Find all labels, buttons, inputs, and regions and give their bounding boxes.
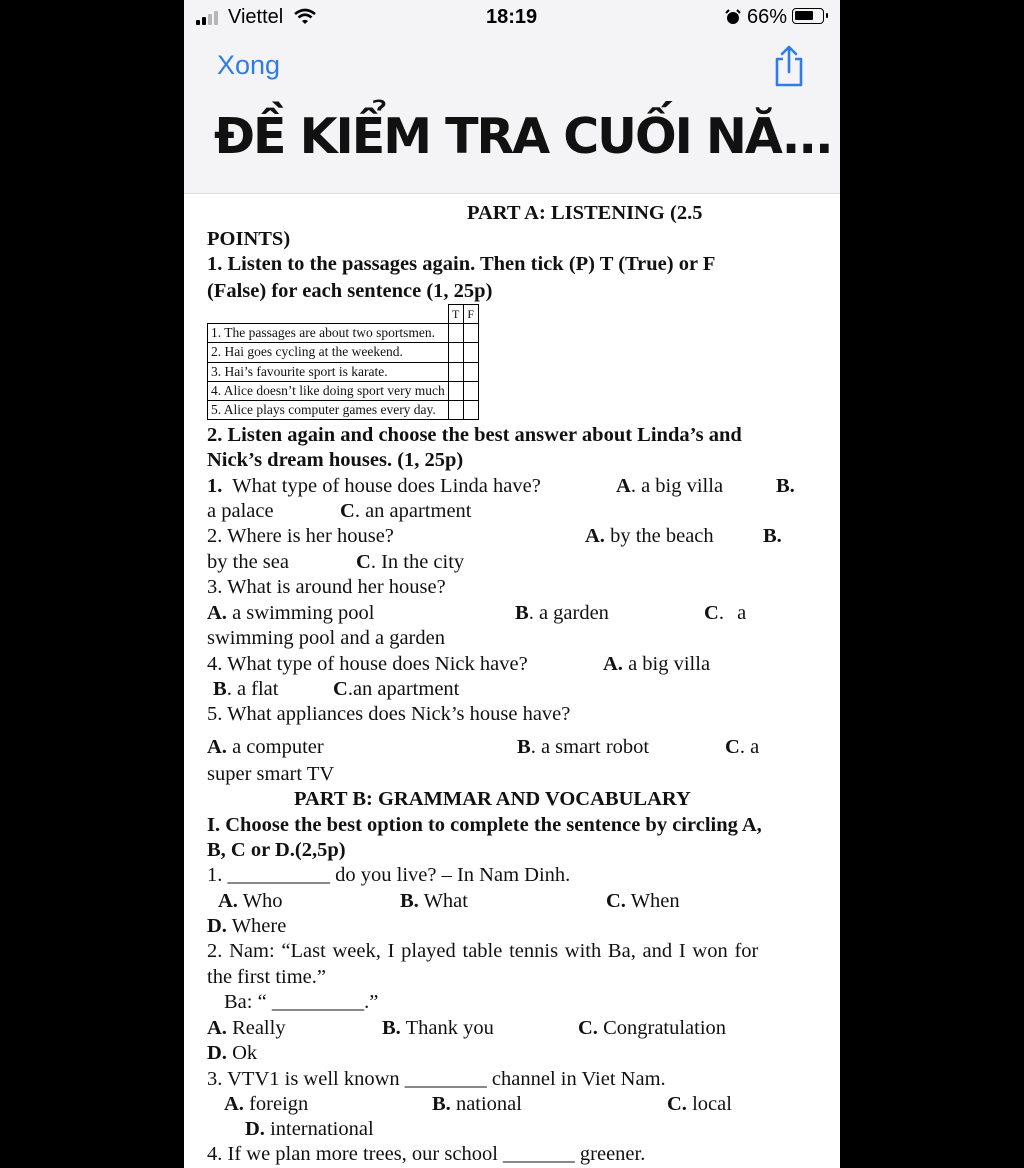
phone-screen: [184, 0, 840, 1168]
table-row: [208, 343, 479, 362]
option-c: C. Congratulation: [578, 1017, 727, 1039]
question-5: 5. What appliances does Nick’s house have?: [207, 703, 571, 725]
grammar-question-2: 2. Nam: “Last week, I played table tennis with Ba, and I won for: [207, 940, 759, 962]
section-1-instruction-cont: (False) for each sentence (1, 25p): [207, 280, 493, 302]
table-row: [208, 324, 479, 343]
part-b-instruction: I. Choose the best option to complete the sentence by circling A,: [207, 814, 762, 836]
section-2-instruction-cont: Nick’s dream houses. (1, 25p): [207, 449, 464, 471]
part-b-instruction-cont: B, C or D.(2,5p): [207, 839, 346, 861]
table-row: [208, 400, 479, 419]
carrier-label: Viettel: [228, 6, 284, 28]
section-1-instruction: 1. Listen to the passages again. Then tick (P) T (True) or F: [207, 253, 716, 275]
grammar-question-2-reply: Ba: “ _________.”: [224, 991, 379, 1013]
option-b-label: B.: [776, 475, 795, 497]
option-c-cont: super smart TV: [207, 763, 335, 785]
question-number: 1.: [207, 475, 223, 497]
battery-percent: 66%: [747, 6, 788, 28]
column-t: T: [448, 305, 463, 324]
option-b: B. What: [400, 890, 468, 912]
question-1: [207, 473, 541, 499]
option-c: C. a: [704, 602, 747, 624]
option-b: B. national: [432, 1093, 522, 1115]
true-false-table: [207, 304, 479, 420]
done-button[interactable]: Xong: [217, 50, 281, 80]
option-b-text: a palace: [207, 500, 274, 522]
battery-icon: [792, 8, 824, 24]
option-d: D. Where: [207, 915, 287, 937]
option-d: D. international: [245, 1118, 374, 1140]
option-a: A. a swimming pool: [207, 602, 375, 624]
column-f: F: [463, 305, 478, 324]
option-a: A. a computer: [207, 736, 324, 758]
grammar-question-2-cont: the first time.”: [207, 966, 326, 988]
document-content: [184, 194, 840, 1168]
option-d: D. Ok: [207, 1042, 258, 1064]
part-a-heading: PART A: LISTENING (2.5: [467, 202, 703, 224]
option-a: A. a big villa: [616, 475, 724, 497]
statement: 4. Alice doesn’t like doing sport very much: [208, 381, 449, 400]
table-row: [208, 362, 479, 381]
option-a: A. foreign: [224, 1093, 309, 1115]
part-b-heading: PART B: GRAMMAR AND VOCABULARY: [294, 788, 691, 810]
clock: 18:19: [486, 6, 538, 28]
option-c: C. local: [667, 1093, 732, 1115]
option-c-cont: swimming pool and a garden: [207, 627, 445, 649]
grammar-question-3: 3. VTV1 is well known ________ channel in Viet Nam.: [207, 1068, 666, 1090]
share-icon[interactable]: [772, 45, 806, 87]
document-title: ĐỀ KIỂM TRA CUỐI NĂ...: [214, 108, 832, 165]
option-a: A. Who: [218, 890, 283, 912]
option-c: C. a: [725, 736, 760, 758]
option-a: A. a big villa: [603, 653, 711, 675]
wifi-icon: [294, 8, 316, 25]
option-c: C. an apartment: [340, 500, 472, 522]
statement: 1. The passages are about two sportsmen.: [208, 324, 449, 343]
option-c: C.an apartment: [333, 678, 460, 700]
question-text: What type of house does Linda have?: [232, 475, 541, 497]
question-3: 3. What is around her house?: [207, 576, 446, 598]
option-b-label: B.: [763, 525, 782, 547]
question-4: 4. What type of house does Nick have?: [207, 653, 528, 675]
option-b: B. a garden: [515, 602, 609, 624]
statement: 2. Hai goes cycling at the weekend.: [208, 343, 449, 362]
grammar-question-4: 4. If we plan more trees, our school _______ greener.: [207, 1143, 646, 1165]
document-viewer-header: [184, 0, 840, 194]
option-b: B. Thank you: [382, 1017, 494, 1039]
statement: 5. Alice plays computer games every day.: [208, 400, 449, 419]
table-row: [208, 381, 479, 400]
option-a: A. Really: [207, 1017, 286, 1039]
statement: 3. Hai’s favourite sport is karate.: [208, 362, 449, 381]
signal-icon: [196, 9, 222, 25]
option-c: C. In the city: [356, 551, 465, 573]
alarm-icon: [725, 9, 741, 25]
option-b: B. a flat: [213, 678, 279, 700]
part-a-heading-cont: POINTS): [207, 228, 291, 250]
option-c: C. When: [606, 890, 680, 912]
grammar-question-1: 1. __________ do you live? – In Nam Dinh.: [207, 864, 571, 886]
question-2: 2. Where is her house?: [207, 525, 394, 547]
option-a: A. by the beach: [585, 525, 714, 547]
option-b: B. a smart robot: [517, 736, 650, 758]
option-b-text: by the sea: [207, 551, 289, 573]
section-2-instruction: 2. Listen again and choose the best answer about Linda’s and: [207, 424, 742, 446]
